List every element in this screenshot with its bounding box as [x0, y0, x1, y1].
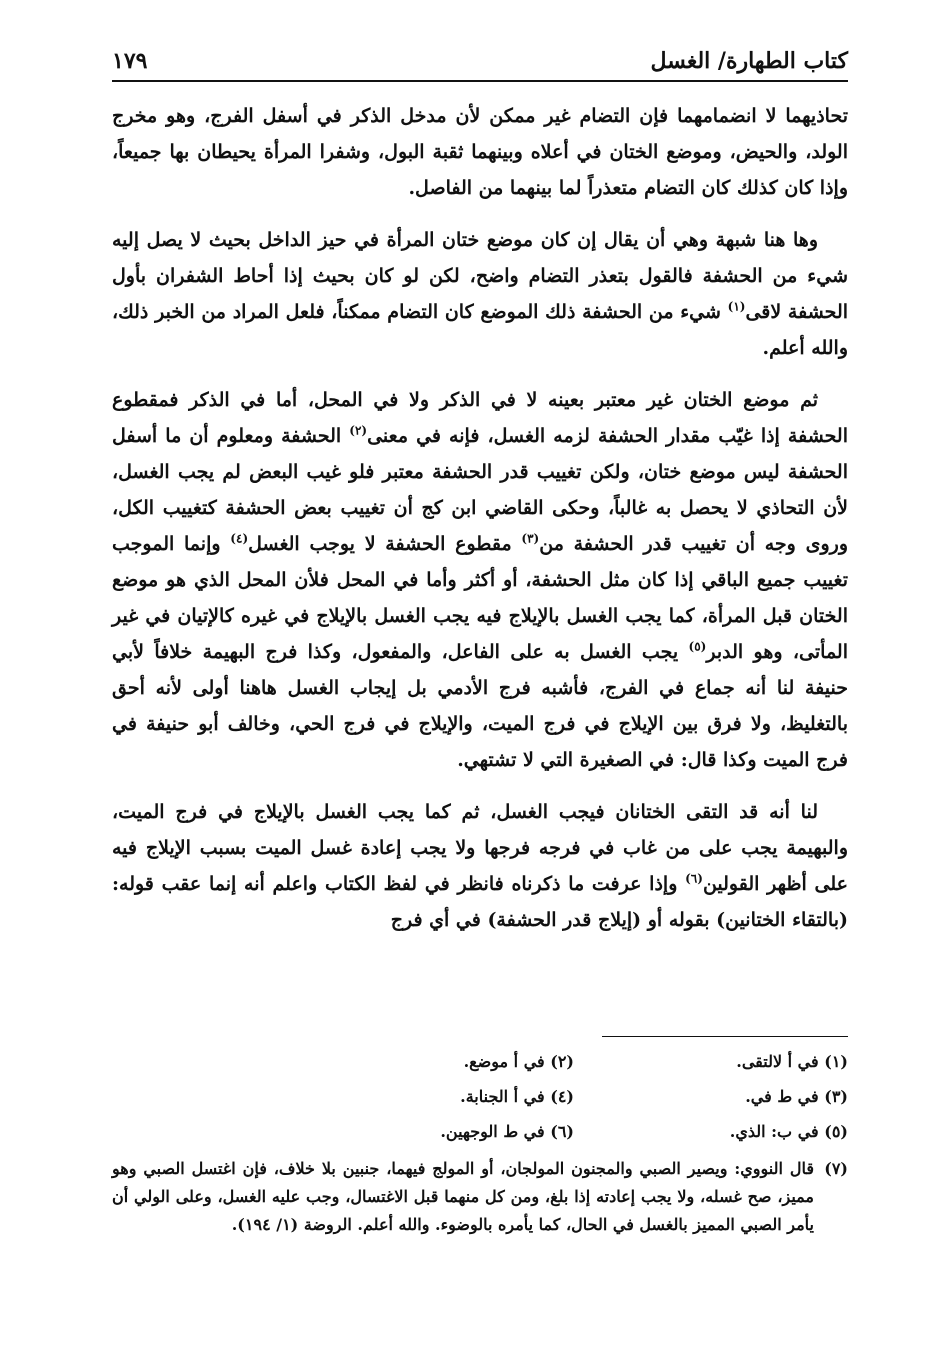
footnote-label: (٧) [824, 1159, 848, 1178]
footnote-ref: (٤) [230, 531, 249, 546]
page-number: ١٧٩ [112, 48, 148, 74]
footnote-text: قال النووي: ويصير الصبي والمجنون المولجان، أو المولج فيهما، جنبين بلا خلاف، فإن اغتسل الصبي وهو مميز، صح غسله، ولا يجب إعادته إذا بلغ، ومن كل منهما قبل الاغتسال، وجب عليه الغسل، وعلى الولي أن يأمر الصبي المميز بالغسل في الحال، كما يأمره بالوضوء. والله أعلم. الروضة (١/ ١٩٤). [112, 1159, 814, 1234]
footnote-ref: (٥) [688, 639, 707, 654]
footnote: (١) في أ لالتقى. [736, 1052, 848, 1071]
paragraph: وها هنا شبهة وهي أن يقال إن كان موضع ختان المرأة في حيز الداخل بحيث لا يصل إليه شيء من الحشفة فالقول بتعذر التضام واضح، لكن لو كان بحيث إذا أحاط الشفران بأول الحشفة لاقى$^{(١)}$ شيء من الحشفة ذلك الموضع كان التضام ممكناً، فلعل المراد من الخبر ذلك، والله أعلم. [112, 229, 849, 359]
paragraph: ثم موضع الختان غير معتبر بعينه لا في الذكر ولا في المحل، أما في الذكر فمقطوع الحشفة إذا غيّب مقدار الحشفة لزمه الغسل، فإنه في معنى$^{(٢)}$ الحشفة ومعلوم أن ما أسفل الحشفة ليس موضع ختان، ولكن تغييب قدر الحشفة معتبر فلو غيب البعض لم يجب الغسل، لأن التحاذي لا يحصل به غالباً، وحكى القاضي ابن كج أن تغييب بعض الحشفة كتغييب الكل، وروى وجه أن تغييب قدر الحشفة من$^{(٣)}$ مقطوع الحشفة لا يوجب الغسل$^{(٤)}$ وإنما الموجب تغييب جميع الباقي إذا كان مثل الحشفة، أو أكثر وأما في المحل فلأن المحل الذي هو موضع الختان قبل المرأة، كما يجب الغسل بالإيلاج فيه يجب الغسل بالإيلاج في غيره كالإتيان في غير المأتى، وهو الدبر$^{(٥)}$ يجب الغسل به على الفاعل، والمفعول، وكذا فرج البهيمة خلافاً لأبي حنيفة لنا أنه جماع في الفرج، فأشبه فرج الأدمي بل إيجاب الغسل هاهنا أولى لأنه أحق بالتغليظ، ولا فرق بين الإيلاج في فرج الميت، والإيلاج في فرج الحي، وخالف أبو حنيفة في فرج الميت وكذا قال: في الصغيرة التي لا تشتهي. [112, 389, 848, 771]
footnote-ref: (١) [727, 299, 746, 314]
main-text [112, 98, 848, 954]
footnote-ref: (٢) [349, 423, 368, 438]
footnote-ref: (٦) [685, 871, 703, 886]
footnote: (٦) في ط الوجهين. [440, 1122, 574, 1141]
paragraph: تحاذيهما لا انضمامهما فإن التضام غير ممكن لأن مدخل الذكر في أسفل الفرج، وهو مخرج الولد، والحيض، وموضع الختان في أعلاه وبينهما ثقبة البول، وشفرا المرأة يحيطان بها جميعاً، وإذا كان كذلك كان التضام متعذراً لما بينهما من الفاصل. [112, 105, 848, 199]
paragraph: لنا أنه قد التقى الختانان فيجب الغسل، ثم كما يجب الغسل بالإيلاج في فرج الميت، والبهيمة يجب على من غاب في فرجه فرجها ولا يجب إعادة غسل الميت بسبب الإيلاج فيه على أظهر القولين$^{(٦)}$ وإذا عرفت ما ذكرناه فانظر في لفظ الكتاب واعلم أنه إنما عقب قوله: (بالتقاء الختانين) بقوله أو (إيلاج قدر الحشفة) في أي فرج [112, 801, 848, 931]
footnote: (٤) في أ الجنابة. [460, 1087, 574, 1106]
footnote-long [112, 1155, 848, 1239]
chapter-title: كتاب الطهارة/ الغسل [650, 48, 848, 74]
footnote: (٥) في ب: الذي. [729, 1122, 848, 1141]
footnote: (٣) في ط في. [745, 1087, 848, 1106]
footnote-ref: (٣) [521, 531, 540, 546]
footnote-divider [602, 1036, 848, 1037]
running-header [112, 40, 848, 82]
footnote: (٢) في أ موضع. [463, 1052, 574, 1071]
footnotes [300, 1044, 848, 1149]
